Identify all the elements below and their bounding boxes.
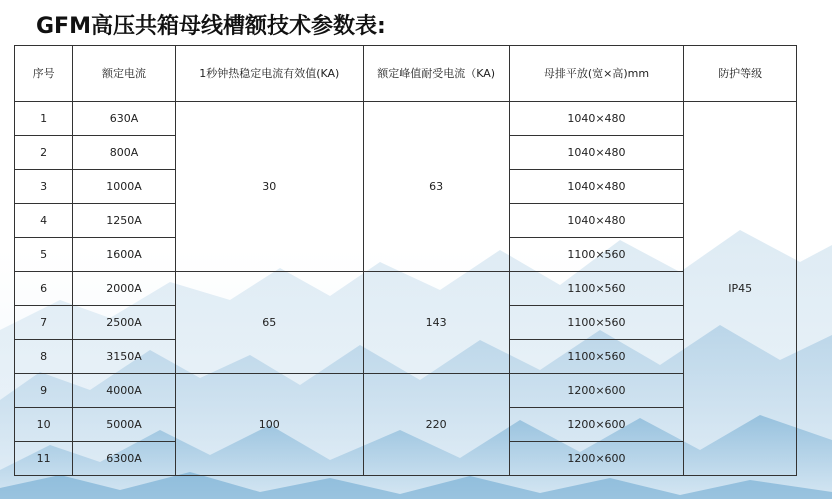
cell-busbar: 1100×560 [509,340,684,374]
cell-no: 2 [15,136,73,170]
table-row [15,374,797,408]
cell-busbar: 1040×480 [509,136,684,170]
cell-busbar: 1100×560 [509,238,684,272]
header-rated-current: 额定电流 [73,46,176,102]
cell-no: 1 [15,102,73,136]
cell-current: 3150A [73,340,176,374]
cell-current: 5000A [73,408,176,442]
cell-current: 2000A [73,272,176,306]
cell-current: 1250A [73,204,176,238]
spec-table [14,45,797,476]
cell-no: 6 [15,272,73,306]
cell-busbar: 1040×480 [509,204,684,238]
cell-protection: IP45 [684,102,797,476]
page-title: GFM高压共箱母线槽额技术参数表: [36,14,386,39]
cell-busbar: 1100×560 [509,272,684,306]
table-row [15,102,797,136]
cell-peak: 63 [363,102,509,272]
cell-busbar: 1200×600 [509,442,684,476]
cell-busbar: 1040×480 [509,170,684,204]
cell-no: 11 [15,442,73,476]
cell-busbar: 1200×600 [509,374,684,408]
cell-current: 1600A [73,238,176,272]
cell-peak: 220 [363,374,509,476]
cell-peak: 143 [363,272,509,374]
cell-no: 10 [15,408,73,442]
header-row [15,46,797,102]
cell-current: 6300A [73,442,176,476]
cell-no: 8 [15,340,73,374]
cell-no: 5 [15,238,73,272]
cell-current: 4000A [73,374,176,408]
cell-current: 1000A [73,170,176,204]
cell-no: 9 [15,374,73,408]
cell-busbar: 1040×480 [509,102,684,136]
cell-no: 3 [15,170,73,204]
cell-current: 630A [73,102,176,136]
header-protection: 防护等级 [684,46,797,102]
cell-thermal: 30 [175,102,363,272]
table-row [15,272,797,306]
header-busbar-size: 母排平放(宽×高)mm [509,46,684,102]
cell-thermal: 65 [175,272,363,374]
header-thermal-current: 1秒钟热稳定电流有效值(KA) [175,46,363,102]
cell-no: 7 [15,306,73,340]
cell-current: 2500A [73,306,176,340]
header-peak-current: 额定峰值耐受电流（KA) [363,46,509,102]
cell-current: 800A [73,136,176,170]
cell-no: 4 [15,204,73,238]
cell-thermal: 100 [175,374,363,476]
cell-busbar: 1200×600 [509,408,684,442]
cell-busbar: 1100×560 [509,306,684,340]
header-no: 序号 [15,46,73,102]
